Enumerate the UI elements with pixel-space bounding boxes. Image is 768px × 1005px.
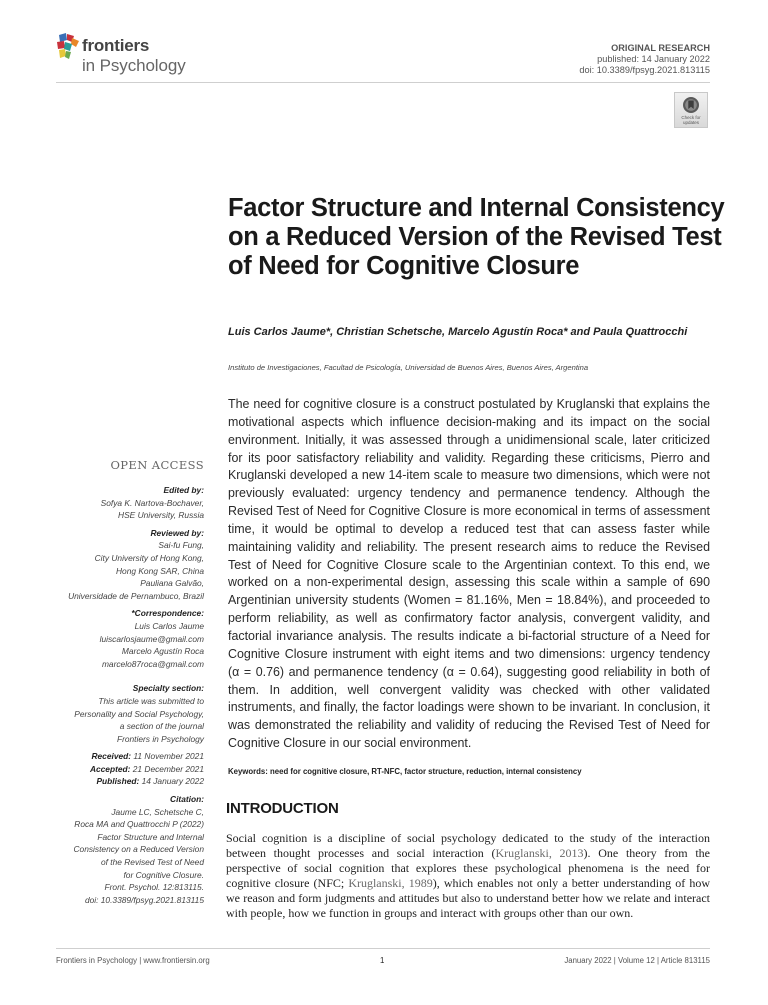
intro-text: Social cognition is a discipline of social psychology dedicated to the study of the interaction between thought processes and social interaction ( bbox=[226, 831, 710, 860]
footer-journal-link[interactable]: Frontiers in Psychology | www.frontiersin.org bbox=[56, 956, 210, 965]
citation-line: Jaume LC, Schetsche C, bbox=[111, 806, 204, 817]
reviewer-line: Pauliana Galvão, bbox=[140, 578, 204, 589]
logo-journal-text: in Psychology bbox=[82, 56, 186, 75]
dates-section bbox=[56, 750, 204, 788]
citation-link[interactable]: Kruglanski, 2013 bbox=[495, 845, 584, 860]
date-label: Received: bbox=[91, 751, 132, 762]
date-value: 21 December 2021 bbox=[132, 763, 204, 774]
reviewer-line: Sai-fu Fung, bbox=[158, 540, 204, 551]
journal-logo[interactable] bbox=[56, 30, 206, 80]
article-doi[interactable]: doi: 10.3389/fpsyg.2021.813115 bbox=[579, 65, 710, 75]
header-divider bbox=[56, 82, 710, 83]
section-label: Edited by: bbox=[163, 485, 204, 495]
editor-line: Sofya K. Nartova-Bochaver, bbox=[100, 497, 204, 508]
check-for-updates-button[interactable] bbox=[674, 92, 708, 128]
specialty-line: a section of the journal bbox=[119, 721, 204, 732]
editor-line: HSE University, Russia bbox=[118, 510, 204, 521]
reviewed-by-section bbox=[56, 527, 204, 603]
citation-link[interactable]: Kruglanski, 1989 bbox=[348, 875, 433, 890]
article-info-sidebar bbox=[56, 458, 204, 911]
specialty-line: This article was submitted to bbox=[98, 695, 204, 706]
citation-line: Factor Structure and Internal bbox=[97, 831, 204, 842]
author-affiliation: Instituto de Investigaciones, Facultad de Psicología, Universidad de Buenos Aires, Buenos Aires, Argentina bbox=[228, 363, 589, 372]
date-received bbox=[56, 750, 204, 763]
article-type: ORIGINAL RESEARCH bbox=[611, 43, 710, 53]
open-access-label: OPEN ACCESS bbox=[110, 458, 204, 472]
citation-line: Front. Psychol. 12:813115. bbox=[104, 882, 204, 893]
introduction-heading: INTRODUCTION bbox=[226, 800, 339, 817]
correspondent-name: Luis Carlos Jaume bbox=[134, 620, 204, 631]
section-label: Specialty section: bbox=[132, 683, 204, 694]
date-label: Accepted: bbox=[89, 763, 131, 774]
date-value: 11 November 2021 bbox=[133, 751, 204, 762]
intro-text: ), which enables not only a better understanding of how we reason and form judgments and attitudes but also to understand better how we relate and interact with people, how we function in groups and interact with groups other than our own. bbox=[226, 875, 710, 920]
specialty-section bbox=[56, 682, 204, 745]
author-list[interactable]: Luis Carlos Jaume*, Christian Schetsche, Marcelo Agustín Roca* and Paula Quattrocchi bbox=[228, 326, 688, 338]
intro-text: ). One theory from the perspective of social cognition that explores these psychological phenomena is the need for cognitive closure (NFC; bbox=[226, 845, 711, 890]
section-label: Citation: bbox=[170, 794, 204, 805]
citation-doi-link[interactable]: doi: 10.3389/fpsyg.2021.813115 bbox=[84, 894, 204, 905]
bookmark-circle-icon bbox=[682, 96, 700, 114]
introduction-paragraph bbox=[226, 831, 710, 920]
specialty-line: Frontiers in Psychology bbox=[116, 733, 204, 744]
frontiers-logo-icon bbox=[56, 32, 80, 60]
correspondent-name: Marcelo Agustín Roca bbox=[121, 646, 204, 657]
check-for-updates-label: Check for updates bbox=[681, 115, 701, 125]
page-number: 1 bbox=[380, 956, 385, 965]
citation-line: for Cognitive Closure. bbox=[123, 869, 204, 880]
correspondent-email-link[interactable]: luiscarlosjaume@gmail.com bbox=[99, 633, 204, 644]
abstract-text: The need for cognitive closure is a construct postulated by Kruglanski that explains the motivational aspects which influence decision-making and its impact on the social environment. Initially, it was assessed through a unidimensional scale, later criticized for its poor satisfactory reliability and validity. Regarding these criticisms, Pierro and Kruglanski developed a new 14-item scale to measure two dimensions, which were not previously evaluated: urgency tendency and permanence tendency. Although the Revised Test of Need for Cognitive Closure is more economical in terms of assessment time, it would be optimal to develop a reduced test that can assess faster while maintaining validity and reliability. The present research aims to reduce the Revised Test of Need for Cognitive Closure scale to the Argentinian context. To this end, we worked on a non-experimental design, assessing this scale within a sample of 690 Argentinian university students (Women = 81.16%, Men = 18.84%), and proceeded to perform reliability, as well as confirmatory factor analysis, convergent validity, and factorial invariance analysis. The results indicate a bi-factorial structure of a Need for Cognitive Closure instrument with eight items and two dimensions: urgency tendency (α = 0.76) and permanence tendency (α = 0.64), suggesting good reliability in both of them. In addition, well convergent validity was checked with other validated instruments, and finally, the factor loadings were shown to be invariant. In conclusion, it was demonstrated the reliability and validity of reducing the Revised Test of Need for Cognitive Closure in our social environment. bbox=[228, 397, 710, 751]
reviewer-line: City University of Hong Kong, bbox=[94, 552, 204, 563]
date-label: Published: bbox=[96, 776, 140, 787]
edited-by-section bbox=[56, 484, 204, 522]
keywords: Keywords: need for cognitive closure, RT-NFC, factor structure, reduction, internal consistency bbox=[228, 767, 582, 776]
section-label: *Correspondence: bbox=[131, 608, 204, 619]
date-accepted bbox=[56, 763, 204, 776]
reviewer-line: Universidade de Pernambuco, Brazil bbox=[68, 590, 204, 601]
footer-divider bbox=[56, 948, 710, 949]
published-date: published: 14 January 2022 bbox=[597, 54, 710, 64]
citation-line: Roca MA and Quattrocchi P (2022) bbox=[74, 819, 204, 830]
section-label: Reviewed by: bbox=[150, 527, 204, 538]
date-value: 14 January 2022 bbox=[141, 776, 204, 787]
correspondence-section bbox=[56, 607, 204, 670]
citation-section bbox=[56, 793, 204, 906]
article-meta bbox=[579, 43, 710, 76]
specialty-line: Personality and Social Psychology, bbox=[74, 708, 204, 719]
reviewer-line: Hong Kong SAR, China bbox=[116, 565, 204, 576]
citation-line: Consistency on a Reduced Version bbox=[73, 844, 204, 855]
footer-issue-info: January 2022 | Volume 12 | Article 813115 bbox=[564, 956, 710, 965]
logo-brand-text: frontiers bbox=[82, 36, 150, 55]
article-title: Factor Structure and Internal Consistency on a Reduced Version of the Revised Test of Need for Cognitive Closure bbox=[228, 194, 725, 280]
date-published bbox=[56, 775, 204, 788]
correspondent-email-link[interactable]: marcelo87roca@gmail.com bbox=[101, 658, 204, 669]
citation-line: of the Revised Test of Need bbox=[100, 857, 204, 868]
